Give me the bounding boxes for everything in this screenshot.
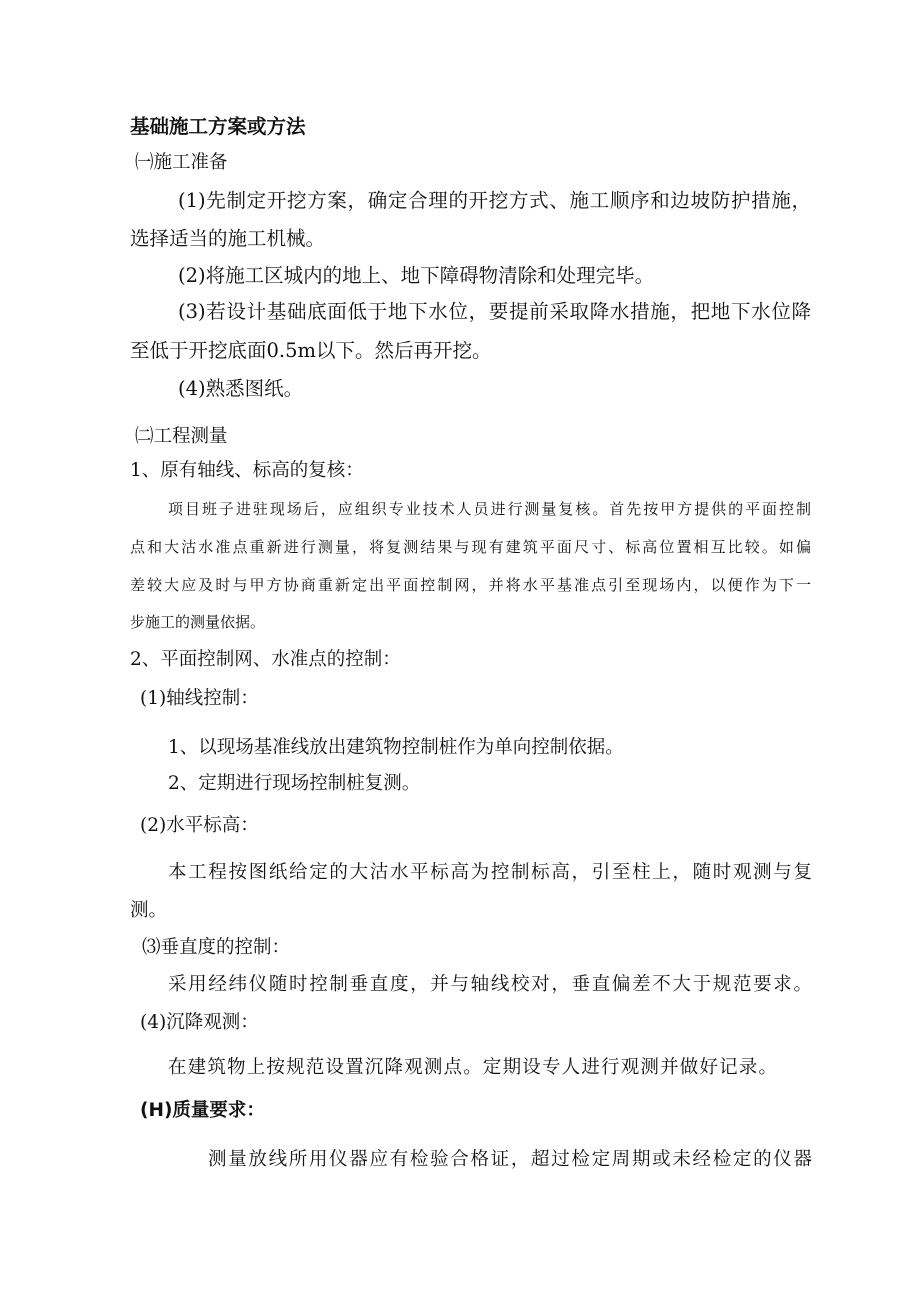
item-title-settlement: (4)沉降观测：	[140, 1012, 259, 1033]
list-item: 2、定期进行现场控制桩复测。	[168, 773, 421, 794]
paragraph-line: 测。	[130, 900, 168, 921]
list-item: 1、以现场基准线放出建筑物控制桩作为单向控制依据。	[168, 737, 624, 758]
subsection-title-axis-recheck: 1、原有轴线、标高的复核：	[130, 460, 364, 481]
paragraph-line: 差较大应及时与甲方协商重新定出平面控制网，并将水平基准点引至现场内，以便作为下一	[130, 576, 811, 594]
item-title-axis-control: (1)轴线控制：	[140, 688, 259, 709]
item-title-verticality: ⑶垂直度的控制：	[142, 937, 291, 958]
section-heading-quality: (H)质量要求：	[140, 1100, 265, 1121]
paragraph-line: 测量放线所用仪器应有检验合格证，超过检定周期或未经检定的仪器	[208, 1149, 812, 1170]
paragraph-line: (4)熟悉图纸。	[178, 377, 304, 400]
section-heading-preparation: ㈠施工准备	[135, 152, 228, 173]
paragraph-line: 选择适当的施工机械。	[130, 227, 326, 250]
paragraph-line: (1)先制定开挖方案，确定合理的开挖方式、施工顺序和边坡防护措施，	[178, 189, 811, 212]
document-title: 基础施工方案或方法	[130, 115, 306, 138]
item-title-level: (2)水平标高：	[140, 815, 259, 836]
paragraph-line: (3)若设计基础底面低于地下水位，要提前采取降水措施，把地下水位降	[178, 300, 811, 323]
paragraph-line: 项目班子进驻现场后，应组织专业技术人员进行测量复核。首先按甲方提供的平面控制	[168, 500, 811, 518]
paragraph-line: 本工程按图纸给定的大沽水平标高为控制标高，引至柱上，随时观测与复	[168, 862, 812, 883]
section-heading-survey: ㈡工程测量	[135, 426, 228, 447]
paragraph-line: 在建筑物上按规范设置沉降观测点。定期设专人进行观测并做好记录。	[168, 1057, 777, 1078]
subsection-title-control-network: 2、平面控制网、水准点的控制：	[130, 649, 401, 670]
paragraph-line: 点和大沽水准点重新进行测量，将复测结果与现有建筑平面尺寸、标高位置相互比较。如偏	[130, 538, 811, 556]
paragraph-line: 步施工的测量依据。	[130, 613, 266, 631]
paragraph-line: 至低于开挖底面0.5m以下。然后再开挖。	[130, 339, 492, 362]
paragraph-line: 采用经纬仪随时控制垂直度，并与轴线校对，垂直偏差不大于规范要求。	[168, 974, 812, 995]
paragraph-line: (2)将施工区城内的地上、地下障碍物清除和处理完毕。	[178, 264, 655, 287]
